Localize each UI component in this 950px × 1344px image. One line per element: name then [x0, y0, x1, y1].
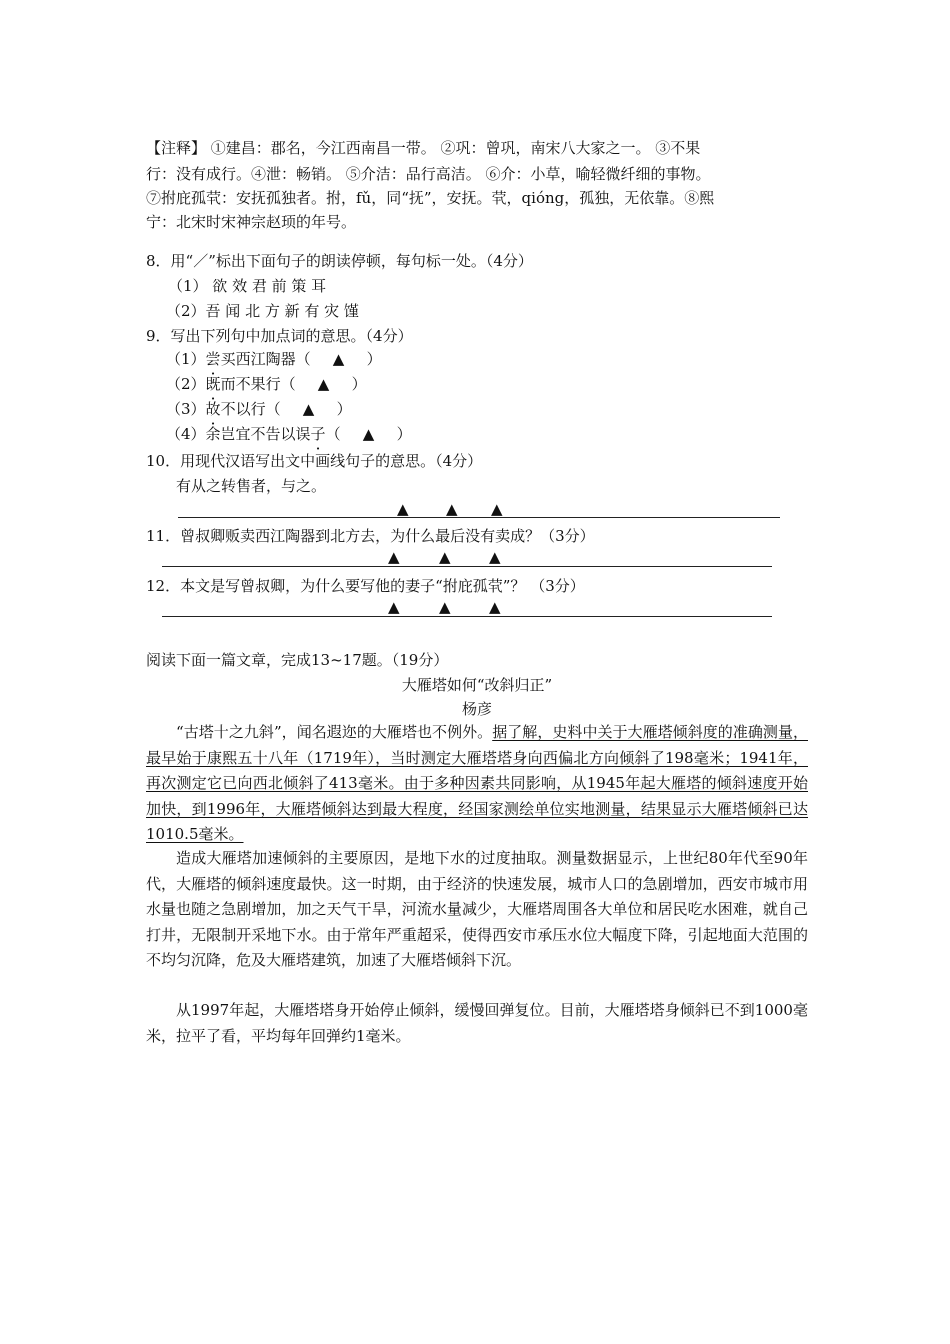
answer-mark-11b: ▲: [439, 548, 451, 566]
item-prefix: （4）余岂宜不告以误: [166, 425, 311, 443]
dotted-word: 尝: [205, 350, 221, 368]
question-8-stem: 8．用“／”标出下面句子的朗读停顿，每句标一处。（4分）: [146, 252, 533, 270]
dotted-word: 既: [205, 375, 221, 393]
answer-mark: ▲: [332, 350, 345, 368]
item-close: ）: [351, 375, 367, 393]
note-line-4: 宁：北宋时宋神宗赵顼的年号。: [146, 213, 357, 231]
note-line-2: 行：没有成行。④泄：畅销。 ⑤介洁：品行高洁。 ⑥介：小草，喻轻微纤细的事物。: [146, 165, 711, 183]
question-9-item-4: [166, 422, 412, 446]
answer-line-10: [178, 517, 780, 518]
answer-mark: ▲: [317, 375, 330, 393]
question-9-item-2: [166, 372, 367, 396]
question-8-sentence-1: （1） 欲 效 君 前 策 耳: [168, 277, 327, 295]
answer-line-12: [162, 616, 772, 617]
article-author: 杨彦: [461, 700, 492, 718]
question-8-sentence-2: （2）吾 闻 北 方 新 有 灾 馑: [166, 302, 359, 320]
item-text: （: [325, 425, 341, 443]
question-10-sentence: 有从之转售者，与之。: [176, 477, 327, 495]
article-paragraph-3: 从1997年起，大雁塔塔身开始停止倾斜，缓慢回弹复位。目前，大雁塔塔身倾斜已不到1000毫米，拉平了看，平均每年回弹约1毫米。: [146, 1001, 808, 1045]
note-line-3: ⑦拊庇孤茕：安抚孤独者。拊，fǔ，同“抚”，安抚。茕，qióng，孤独，无依靠。⑧熙: [146, 189, 715, 207]
item-close: ）: [336, 400, 352, 418]
reading-intro: 阅读下面一篇文章，完成13~17题。（19分）: [146, 651, 449, 669]
item-text: 而不果行（: [220, 375, 296, 393]
answer-mark: ▲: [362, 425, 375, 443]
answer-mark-12b: ▲: [439, 598, 451, 616]
question-10-stem: 10．用现代汉语写出文中画线句子的意思。（4分）: [146, 452, 483, 470]
item-prefix: （2）: [166, 375, 206, 393]
answer-mark-10a: ▲: [397, 500, 409, 518]
answer-mark-12a: ▲: [388, 598, 400, 616]
item-close: ）: [366, 350, 382, 368]
question-9-item-3: [166, 397, 352, 421]
dotted-word: 子: [310, 425, 326, 443]
answer-mark-11c: ▲: [489, 548, 501, 566]
question-9-stem: 9．写出下列句中加点词的意思。（4分）: [146, 327, 413, 345]
underlined-sentence: 据了解，史料中关于大雁塔倾斜度的准确测量，最早始于康熙五十八年（1719年），当时测定大雁塔塔身向西偏北方向倾斜了198毫米；1941年，再次测定它已向西北倾斜了413毫米。由于多种因素共同影响，从1945年起大雁塔的倾斜速度开始加快，到1996年，大雁塔倾斜达到最大程度，经国家测绘单位实地测量，结果显示大雁塔倾斜已达1010.5毫米。: [146, 723, 808, 843]
answer-mark: ▲: [302, 400, 315, 418]
item-prefix: （1）: [166, 350, 206, 368]
answer-mark-11a: ▲: [388, 548, 400, 566]
article-paragraph-2: 造成大雁塔加速倾斜的主要原因，是地下水的过度抽取。测量数据显示，上世纪80年代至90年代，大雁塔的倾斜速度最快。这一时期，由于经济的快速发展，城市人口的急剧增加，西安市城市用水量也随之急剧增加，加之天气干旱，河流水量减少，大雁塔周围各大单位和居民吃水困难，就自己打井，无限制开采地下水。由于常年严重超采，使得西安市承压水位大幅度下降，引起地面大范围的不均匀沉降，危及大雁塔建筑，加速了大雁塔倾斜下沉。: [146, 849, 808, 969]
article-paragraph-1: [146, 720, 808, 848]
question-11-stem: 11．曾叔卿贩卖西江陶器到北方去，为什么最后没有卖成？（3分）: [146, 527, 595, 545]
answer-mark-12c: ▲: [489, 598, 501, 616]
item-text: 不以行（: [220, 400, 281, 418]
item-text: 买西江陶器（: [220, 350, 311, 368]
item-close: ）: [396, 425, 412, 443]
item-prefix: （3）: [166, 400, 206, 418]
paragraph-1-plain: “古塔十之九斜”，闻名遐迩的大雁塔也不例外。: [176, 723, 493, 741]
question-12-stem: 12．本文是写曾叔卿，为什么要写他的妻子“拊庇孤茕”？ （3分）: [146, 577, 585, 595]
answer-mark-10c: ▲: [491, 500, 503, 518]
question-9-item-1: [166, 347, 382, 371]
note-line-1: 【注释】 ①建昌：郡名，今江西南昌一带。 ②巩：曾巩，南宋八大家之一。 ③不果: [146, 139, 701, 157]
article-title: 大雁塔如何“改斜归正”: [401, 676, 553, 694]
answer-line-11: [162, 566, 772, 567]
answer-mark-10b: ▲: [446, 500, 458, 518]
dotted-word: 故: [205, 400, 221, 418]
